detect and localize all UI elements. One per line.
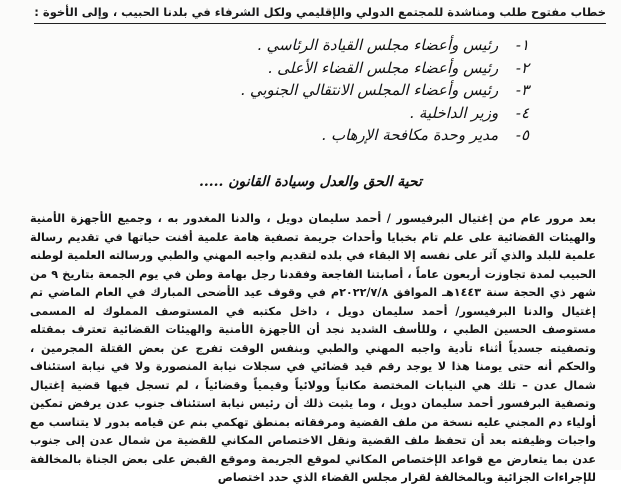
recipient-list	[199, 34, 529, 147]
body-paragraph: بعد مرور عام من إغتيال البرفيسور / أحمد سليمان دويل ، والدنا المغدور به ، وجميع الأجهزة الأمنية والهيئات القضائية على علم تام بخبايا وأحداث جريمة تصفية هامة علمية أفنت حياتها في تقديم رسالة علمية للبلد والذي آثر على نفسه إلا البقاء في بلده لتقديم واجبه المهني والطبي ورسالته العلمية لوطنه الحبيب لمدة تجاوزت أربعون عاماً ، أصابتنا الفاجعة وفقدنا رجل بهامة وطن في يوم الجمعة بتاريخ ٩ من شهر ذي الحجة سنة ١٤٤٣هـ الموافق ٢٠٢٢/٧/٨م في وقوف عيد الأضحى المبارك في العام الماضي تم إغتيال والدنا البرفيسور/ أحمد سليمان دويل ، داخل مكتبه في المستوصف المملوك له المسمى مستوصف الحسين الطبي ، وللأسف الشديد نجد أن الأجهزة الأمنية والهيئات القضائية تعترف بمقتله وتصفيته جسدياً أثناء تأدية واجبه المهني والطبي وبنفس الوقت تفرج عن بعض القتلة المجرمين ، والحكم أنه حتى يومنا هذا لا يوجد رقم قيد قضائي في سجلات نيابة المنصورة ولا في نيابة استئناف شمال عدن – تلك هي النيابات المختصة مكانياً وولائياً وقيمياً وقضائياً ، لم تسجل فيها قضية إغتيال وتصفية البرفسور أحمد سليمان دويل ، وما يثبت ذلك أن رئيس نيابة استئناف جنوب عدن يرفض تمكين أولياء دم المجني عليه نسخة من ملف القضية ومرفقاته بمنطق تهكمي بنم عن قيامه بدور لا يتناسب مع واجبات وظيفته بعد أن تحفظ ملف القضية ونقل الاختصاص المكاني للقضية من شمال عدن إلى جنوب عدن بما يتعارض مع قواعد الإختصاص المكاني لموقع الجريمة وموقع القبض على بعض الجناة بالمخالفة للإجراءات الجزائية وبالمخالفة لقرار مجلس القضاء الذي حدد اختصاص	[30, 212, 597, 484]
recipient-item	[199, 79, 529, 102]
letter-header-title: خطاب مفتوح طلب ومناشدة للمجتمع الدولي والإقليمي ولكل الشرفاء في بلدنا الحبيب ، وإلى الأخوة :	[34, 2, 606, 24]
greeting-line: تحية الحق والعدل وسيادة القانون .....	[199, 174, 422, 190]
recipient-number: ٤-	[515, 103, 529, 122]
recipient-number: ٢-	[515, 58, 529, 77]
recipient-text: رئيس وأعضاء المجلس الانتقالي الجنوبي .	[240, 81, 499, 100]
recipient-item	[199, 124, 529, 147]
recipient-item	[199, 34, 529, 57]
recipient-text: رئيس وأعضاء مجلس القضاء الأعلى .	[267, 58, 499, 77]
recipient-number: ٥-	[515, 126, 529, 145]
recipient-number: ١-	[515, 36, 529, 54]
recipient-item	[199, 102, 529, 125]
recipient-text: مدير وحدة مكافحة الإرهاب .	[321, 126, 499, 145]
recipient-number: ٣-	[515, 81, 529, 100]
recipient-text: وزير الداخلية .	[409, 103, 499, 122]
letter-header	[26, 2, 606, 22]
letter-body	[30, 210, 597, 484]
recipient-text: رئيس وأعضاء مجلس القيادة الرئاسي .	[256, 36, 499, 54]
recipient-item	[199, 57, 529, 80]
